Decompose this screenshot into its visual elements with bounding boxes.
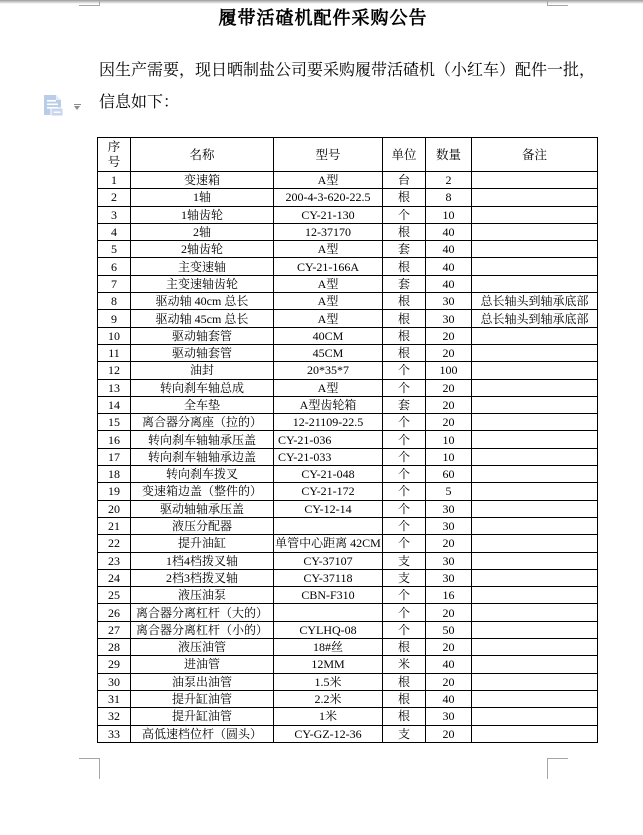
part-qty-cell: 20 bbox=[426, 535, 472, 552]
part-qty-cell: 10 bbox=[426, 431, 472, 448]
part-model-cell: A型齿轮箱 bbox=[274, 396, 383, 413]
serial-cell: 28 bbox=[98, 639, 131, 656]
table-row bbox=[98, 500, 598, 517]
part-qty-cell: 30 bbox=[426, 552, 472, 569]
part-model-cell bbox=[274, 517, 383, 534]
part-model-cell: 45CM bbox=[274, 344, 383, 361]
table-row bbox=[98, 725, 598, 743]
part-remark-cell bbox=[472, 344, 598, 361]
serial-cell: 13 bbox=[98, 379, 131, 396]
part-remark-cell bbox=[472, 466, 598, 483]
part-unit-cell: 根 bbox=[383, 690, 426, 707]
table-row bbox=[98, 621, 598, 638]
part-remark-cell: 总长轴头到轴承底部 bbox=[472, 310, 598, 327]
part-unit-cell: 台 bbox=[383, 172, 426, 189]
part-qty-cell: 2 bbox=[426, 172, 472, 189]
serial-cell: 23 bbox=[98, 552, 131, 569]
part-name-cell: 驱动轴套管 bbox=[131, 327, 274, 344]
serial-cell: 30 bbox=[98, 673, 131, 690]
part-unit-cell: 根 bbox=[383, 708, 426, 725]
table-row bbox=[98, 310, 598, 327]
part-remark-cell bbox=[472, 708, 598, 725]
serial-cell: 27 bbox=[98, 621, 131, 638]
part-qty-cell: 10 bbox=[426, 206, 472, 223]
table-row bbox=[98, 552, 598, 569]
part-qty-cell: 40 bbox=[426, 690, 472, 707]
part-name-cell: 油泵出油管 bbox=[131, 673, 274, 690]
serial-cell: 3 bbox=[98, 206, 131, 223]
table-row bbox=[98, 362, 598, 379]
parts-table-body bbox=[98, 172, 598, 743]
part-name-cell: 离合器分离杠杆（大的） bbox=[131, 604, 274, 621]
part-remark-cell bbox=[472, 396, 598, 413]
part-model-cell: A型 bbox=[274, 293, 383, 310]
serial-cell: 17 bbox=[98, 448, 131, 465]
part-unit-cell: 根 bbox=[383, 223, 426, 240]
table-row bbox=[98, 466, 598, 483]
part-model-cell: CYLHQ-08 bbox=[274, 621, 383, 638]
part-model-cell: 1米 bbox=[274, 708, 383, 725]
table-row bbox=[98, 396, 598, 413]
serial-cell: 10 bbox=[98, 327, 131, 344]
table-row bbox=[98, 241, 598, 258]
table-row bbox=[98, 275, 598, 292]
table-row bbox=[98, 587, 598, 604]
part-name-cell: 液压分配器 bbox=[131, 517, 274, 534]
part-model-cell: 12MM bbox=[274, 656, 383, 673]
part-name-cell: 2轴齿轮 bbox=[131, 241, 274, 258]
part-name-cell: 1档4档拨叉轴 bbox=[131, 552, 274, 569]
part-name-cell: 转向刹车拨叉 bbox=[131, 466, 274, 483]
part-unit-cell: 支 bbox=[383, 552, 426, 569]
chevron-down-icon[interactable] bbox=[73, 104, 82, 111]
part-name-cell: 离合器分离杠杆（小的） bbox=[131, 621, 274, 638]
serial-cell: 19 bbox=[98, 483, 131, 500]
part-unit-cell: 支 bbox=[383, 725, 426, 743]
part-model-cell: 18#丝 bbox=[274, 639, 383, 656]
header-name: 名称 bbox=[131, 138, 274, 172]
part-qty-cell: 20 bbox=[426, 604, 472, 621]
part-model-cell: CY-37118 bbox=[274, 569, 383, 586]
part-unit-cell: 个 bbox=[383, 414, 426, 431]
part-unit-cell: 根 bbox=[383, 293, 426, 310]
part-unit-cell: 套 bbox=[383, 396, 426, 413]
serial-cell: 32 bbox=[98, 708, 131, 725]
part-qty-cell: 40 bbox=[426, 258, 472, 275]
serial-cell: 11 bbox=[98, 344, 131, 361]
part-unit-cell: 个 bbox=[383, 621, 426, 638]
part-unit-cell: 个 bbox=[383, 362, 426, 379]
part-remark-cell bbox=[472, 517, 598, 534]
part-remark-cell bbox=[472, 639, 598, 656]
part-model-cell: 1.5米 bbox=[274, 673, 383, 690]
part-qty-cell: 10 bbox=[426, 448, 472, 465]
serial-cell: 1 bbox=[98, 172, 131, 189]
serial-cell: 7 bbox=[98, 275, 131, 292]
parts-table bbox=[97, 137, 598, 743]
serial-cell: 6 bbox=[98, 258, 131, 275]
part-model-cell: CY-21-036 bbox=[274, 431, 383, 448]
serial-cell: 16 bbox=[98, 431, 131, 448]
part-unit-cell: 个 bbox=[383, 535, 426, 552]
part-qty-cell: 20 bbox=[426, 344, 472, 361]
serial-cell: 15 bbox=[98, 414, 131, 431]
part-name-cell: 油封 bbox=[131, 362, 274, 379]
table-row bbox=[98, 535, 598, 552]
part-name-cell: 驱动轴套管 bbox=[131, 344, 274, 361]
table-row bbox=[98, 483, 598, 500]
part-unit-cell: 根 bbox=[383, 258, 426, 275]
part-model-cell: A型 bbox=[274, 275, 383, 292]
part-qty-cell: 30 bbox=[426, 569, 472, 586]
table-row bbox=[98, 690, 598, 707]
part-model-cell: 200-4-3-620-22.5 bbox=[274, 189, 383, 206]
table-row bbox=[98, 604, 598, 621]
part-model-cell: CY-21-172 bbox=[274, 483, 383, 500]
part-name-cell: 液压油管 bbox=[131, 639, 274, 656]
table-row bbox=[98, 379, 598, 396]
part-unit-cell: 个 bbox=[383, 500, 426, 517]
part-remark-cell bbox=[472, 569, 598, 586]
part-qty-cell: 50 bbox=[426, 621, 472, 638]
serial-cell: 4 bbox=[98, 223, 131, 240]
serial-cell: 14 bbox=[98, 396, 131, 413]
part-unit-cell: 个 bbox=[383, 604, 426, 621]
part-name-cell: 2轴 bbox=[131, 223, 274, 240]
part-remark-cell bbox=[472, 673, 598, 690]
part-name-cell: 变速箱 bbox=[131, 172, 274, 189]
part-name-cell: 驱动轴 45cm 总长 bbox=[131, 310, 274, 327]
part-qty-cell: 20 bbox=[426, 725, 472, 743]
part-remark-cell bbox=[472, 725, 598, 743]
crop-mark-top-right bbox=[547, 0, 568, 6]
part-unit-cell: 米 bbox=[383, 656, 426, 673]
part-name-cell: 离合器分离座（拉的） bbox=[131, 414, 274, 431]
part-model-cell: CY-21-048 bbox=[274, 466, 383, 483]
part-qty-cell: 30 bbox=[426, 500, 472, 517]
serial-cell: 9 bbox=[98, 310, 131, 327]
part-model-cell: 20*35*7 bbox=[274, 362, 383, 379]
part-name-cell: 驱动轴轴承压盖 bbox=[131, 500, 274, 517]
part-qty-cell: 8 bbox=[426, 189, 472, 206]
part-qty-cell: 20 bbox=[426, 639, 472, 656]
part-unit-cell: 根 bbox=[383, 327, 426, 344]
part-model-cell bbox=[274, 604, 383, 621]
serial-cell: 24 bbox=[98, 569, 131, 586]
serial-cell: 26 bbox=[98, 604, 131, 621]
crop-mark-bottom-left bbox=[79, 758, 100, 779]
part-remark-cell bbox=[472, 500, 598, 517]
part-unit-cell: 个 bbox=[383, 483, 426, 500]
table-row bbox=[98, 569, 598, 586]
serial-cell: 25 bbox=[98, 587, 131, 604]
part-model-cell: A型 bbox=[274, 310, 383, 327]
part-name-cell: 驱动轴 40cm 总长 bbox=[131, 293, 274, 310]
part-name-cell: 提升缸油管 bbox=[131, 708, 274, 725]
serial-cell: 31 bbox=[98, 690, 131, 707]
part-model-cell: 单管中心距离 42CM bbox=[275, 536, 381, 551]
table-row bbox=[98, 258, 598, 275]
part-remark-cell bbox=[472, 362, 598, 379]
intro-paragraph-line1: 因生产需要，现日晒制盐公司要采购履带活碴机（小红车）配件一批， bbox=[99, 62, 596, 79]
part-unit-cell: 个 bbox=[383, 517, 426, 534]
part-qty-cell: 20 bbox=[426, 379, 472, 396]
page-title: 履带活碴机配件采购公告 bbox=[218, 8, 428, 28]
part-qty-cell: 40 bbox=[426, 275, 472, 292]
part-name-cell: 提升缸油管 bbox=[131, 690, 274, 707]
table-row bbox=[98, 448, 598, 465]
table-row bbox=[98, 708, 598, 725]
serial-cell: 20 bbox=[98, 500, 131, 517]
part-unit-cell: 根 bbox=[383, 189, 426, 206]
part-unit-cell: 个 bbox=[383, 431, 426, 448]
part-remark-cell bbox=[472, 241, 598, 258]
part-qty-cell: 20 bbox=[426, 396, 472, 413]
part-qty-cell: 20 bbox=[426, 327, 472, 344]
table-row bbox=[98, 414, 598, 431]
part-unit-cell: 个 bbox=[383, 448, 426, 465]
part-remark-cell bbox=[472, 483, 598, 500]
table-header-row bbox=[98, 138, 598, 172]
part-model-cell: 2.2米 bbox=[274, 690, 383, 707]
part-unit-cell: 个 bbox=[383, 206, 426, 223]
part-model-cell: 12-37170 bbox=[274, 223, 383, 240]
part-unit-cell: 根 bbox=[383, 673, 426, 690]
part-name-cell: 全车垫 bbox=[131, 396, 274, 413]
serial-cell: 22 bbox=[98, 535, 131, 552]
part-remark-cell bbox=[472, 379, 598, 396]
part-remark-cell bbox=[472, 552, 598, 569]
part-remark-cell bbox=[472, 621, 598, 638]
table-row bbox=[98, 172, 598, 189]
header-remark: 备注 bbox=[472, 138, 598, 172]
part-qty-cell: 30 bbox=[426, 293, 472, 310]
serial-cell: 21 bbox=[98, 517, 131, 534]
table-row bbox=[98, 223, 598, 240]
part-unit-cell: 支 bbox=[383, 569, 426, 586]
part-remark-cell bbox=[472, 223, 598, 240]
table-row bbox=[98, 431, 598, 448]
serial-cell: 8 bbox=[98, 293, 131, 310]
part-remark-cell bbox=[472, 431, 598, 448]
part-remark-cell bbox=[472, 535, 598, 552]
part-unit-cell: 个 bbox=[383, 379, 426, 396]
part-qty-cell: 40 bbox=[426, 223, 472, 240]
part-name-cell: 转向刹车轴轴承边盖 bbox=[131, 448, 274, 465]
part-model-cell: A型 bbox=[274, 172, 383, 189]
header-model: 型号 bbox=[274, 138, 383, 172]
part-model-cell: A型 bbox=[274, 379, 383, 396]
table-row bbox=[98, 656, 598, 673]
part-unit-cell: 个 bbox=[383, 466, 426, 483]
part-name-cell: 转向刹车轴轴承压盖 bbox=[131, 431, 274, 448]
part-model-cell: CY-GZ-12-36 bbox=[274, 725, 383, 743]
part-remark-cell bbox=[472, 172, 598, 189]
crop-mark-top-left bbox=[79, 0, 100, 6]
serial-cell: 18 bbox=[98, 466, 131, 483]
part-name-cell: 高低速档位杆（圆头） bbox=[131, 725, 274, 743]
part-remark-cell bbox=[472, 258, 598, 275]
header-qty: 数量 bbox=[426, 138, 472, 172]
part-remark-cell bbox=[472, 189, 598, 206]
serial-cell: 12 bbox=[98, 362, 131, 379]
part-remark-cell: 总长轴头到轴承底部 bbox=[472, 293, 598, 310]
part-unit-cell: 根 bbox=[383, 310, 426, 327]
part-qty-cell: 30 bbox=[426, 310, 472, 327]
part-name-cell: 进油管 bbox=[131, 656, 274, 673]
part-model-cell: CY-12-14 bbox=[274, 500, 383, 517]
part-remark-cell bbox=[472, 604, 598, 621]
part-qty-cell: 30 bbox=[426, 708, 472, 725]
part-qty-cell: 30 bbox=[426, 517, 472, 534]
part-unit-cell: 套 bbox=[383, 275, 426, 292]
part-name-cell: 提升油缸 bbox=[131, 535, 274, 552]
part-name-cell: 转向刹车轴总成 bbox=[131, 379, 274, 396]
serial-cell: 2 bbox=[98, 189, 131, 206]
part-model-cell: A型 bbox=[274, 241, 383, 258]
serial-cell: 33 bbox=[98, 725, 131, 743]
part-name-cell: 液压油泵 bbox=[131, 587, 274, 604]
part-qty-cell: 16 bbox=[426, 587, 472, 604]
part-remark-cell bbox=[472, 448, 598, 465]
part-qty-cell: 20 bbox=[426, 673, 472, 690]
crop-mark-bottom-right bbox=[547, 758, 568, 779]
part-model-cell: 40CM bbox=[274, 327, 383, 344]
table-row bbox=[98, 517, 598, 534]
part-remark-cell bbox=[472, 414, 598, 431]
part-unit-cell: 根 bbox=[383, 639, 426, 656]
part-name-cell: 1轴齿轮 bbox=[131, 206, 274, 223]
intro-paragraph-line2: 信息如下： bbox=[99, 94, 180, 111]
part-remark-cell bbox=[472, 206, 598, 223]
part-qty-cell: 40 bbox=[426, 241, 472, 258]
part-unit-cell: 个 bbox=[383, 587, 426, 604]
header-unit: 单位 bbox=[383, 138, 426, 172]
table-row bbox=[98, 344, 598, 361]
part-model-cell: CY-21-166A bbox=[274, 258, 383, 275]
table-row bbox=[98, 327, 598, 344]
part-model-cell: 12-21109-22.5 bbox=[274, 414, 383, 431]
table-row bbox=[98, 293, 598, 310]
part-name-cell: 变速箱边盖（整件的） bbox=[131, 483, 274, 500]
part-remark-cell bbox=[472, 327, 598, 344]
part-unit-cell: 根 bbox=[383, 344, 426, 361]
table-row bbox=[98, 673, 598, 690]
part-unit-cell: 套 bbox=[383, 241, 426, 258]
part-remark-cell bbox=[472, 656, 598, 673]
part-model-cell: CY-21-033 bbox=[274, 448, 383, 465]
part-remark-cell bbox=[472, 690, 598, 707]
part-remark-cell bbox=[472, 275, 598, 292]
part-name-cell: 主变速轴齿轮 bbox=[131, 275, 274, 292]
part-name-cell: 1轴 bbox=[131, 189, 274, 206]
serial-cell: 5 bbox=[98, 241, 131, 258]
part-name-cell: 主变速轴 bbox=[131, 258, 274, 275]
part-qty-cell: 5 bbox=[426, 483, 472, 500]
part-remark-cell bbox=[472, 587, 598, 604]
paste-options-button[interactable] bbox=[42, 93, 88, 119]
part-qty-cell: 60 bbox=[426, 466, 472, 483]
serial-cell: 29 bbox=[98, 656, 131, 673]
part-qty-cell: 100 bbox=[426, 362, 472, 379]
part-model-cell: CY-37107 bbox=[274, 552, 383, 569]
table-row bbox=[98, 639, 598, 656]
paste-clipboard-icon bbox=[42, 94, 67, 118]
table-row bbox=[98, 189, 598, 206]
part-qty-cell: 40 bbox=[426, 656, 472, 673]
table-row bbox=[98, 206, 598, 223]
part-name-cell: 2档3档拨叉轴 bbox=[131, 569, 274, 586]
part-model-cell: CBN-F310 bbox=[274, 587, 383, 604]
part-model-cell: CY-21-130 bbox=[274, 206, 383, 223]
part-qty-cell: 20 bbox=[426, 414, 472, 431]
header-serial: 序号 bbox=[98, 138, 131, 172]
